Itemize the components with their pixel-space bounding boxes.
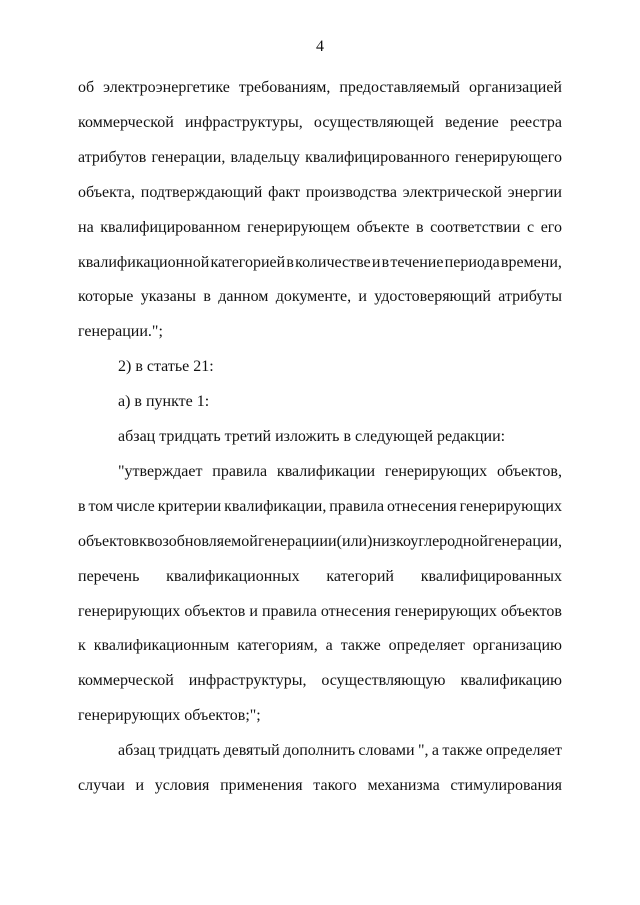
word: тридцать (158, 742, 221, 760)
word: указаны (140, 288, 197, 306)
word: квалифицированном (100, 218, 241, 236)
word: квалифицированных (420, 567, 562, 585)
text-line (78, 285, 562, 309)
word: генерирующего (454, 148, 562, 166)
word: реестра (509, 113, 562, 131)
word: в (78, 497, 86, 515)
word: которые (78, 288, 134, 306)
text-line: 2) в статье 21: (118, 358, 214, 376)
text-line (78, 495, 562, 519)
word: (или) (336, 532, 373, 550)
text-line (78, 76, 562, 100)
word: в (381, 253, 390, 271)
word: инфраструктуры, (188, 672, 307, 690)
word: правила (261, 602, 317, 620)
word: объектов, (496, 462, 562, 480)
text-line (78, 634, 562, 658)
word: перечень (78, 567, 140, 585)
word: производства (305, 183, 397, 201)
word: отнесения (387, 497, 457, 515)
text-line: генерации."; (78, 323, 163, 341)
word: девятый (223, 742, 280, 760)
word: дополнить (283, 742, 355, 760)
word: отнесения (320, 602, 391, 620)
word: инфраструктуры, (184, 113, 303, 131)
text-line (78, 181, 562, 205)
word: возобновляемой (147, 532, 258, 550)
word: и (135, 777, 145, 794)
word: категориям, (237, 637, 318, 655)
word: также (340, 637, 381, 655)
word: коммерческой (78, 672, 174, 690)
word: определяет (485, 742, 562, 760)
word: владельцу (230, 148, 300, 166)
word: объектов (78, 532, 140, 550)
word: осуществляющую (321, 672, 446, 690)
word: а (325, 637, 333, 655)
word: к (139, 532, 147, 550)
word: генерации, (151, 148, 226, 166)
word: генерирующих (459, 497, 562, 515)
word: квалификации, (224, 497, 327, 515)
word: ", (417, 742, 429, 760)
word: квалификационных (166, 567, 300, 585)
text-line (118, 739, 562, 763)
word: с (527, 218, 535, 236)
word: правила (212, 462, 268, 480)
word: "утверждает (118, 462, 203, 480)
word: определяет (388, 637, 465, 655)
word: случаи (78, 777, 125, 794)
word: документе, (275, 288, 352, 306)
text-line: абзац тридцать третий изложить в следующей редакции: (118, 428, 506, 445)
word: предоставляемый (339, 79, 460, 96)
text-line (78, 669, 562, 693)
text-line (118, 460, 562, 484)
text-line (78, 774, 562, 798)
word: критерии (157, 497, 222, 515)
word: соответствии (430, 218, 521, 236)
text-line (78, 565, 562, 589)
word: удостоверяющий (374, 288, 491, 306)
word: об (78, 79, 95, 96)
word: в (415, 218, 424, 236)
word: периода (444, 253, 500, 271)
word: словами (358, 742, 415, 760)
word: объекта, (78, 183, 135, 201)
word: и (249, 602, 258, 620)
word: генерации, (488, 532, 562, 550)
word: ведение (444, 113, 499, 131)
word: в (203, 288, 211, 306)
word: коммерческой (78, 113, 174, 131)
word: механизма (367, 777, 440, 794)
word: генерирующих (78, 602, 181, 620)
word: течение (390, 253, 444, 271)
word: атрибуты (498, 288, 562, 306)
word: организацию (472, 637, 562, 655)
text-line: а) в пункте 1: (118, 393, 210, 411)
word: объектов (500, 602, 562, 620)
word: количестве (295, 253, 371, 271)
word: стимулирования (450, 777, 562, 794)
word: подтверждающий (140, 183, 263, 201)
word: низкоуглеродной (372, 532, 488, 550)
word: требованиям, (238, 79, 331, 96)
word: генерирующих (394, 602, 497, 620)
word: объекте (356, 218, 410, 236)
word: том (88, 497, 114, 515)
word: а (431, 742, 440, 760)
word: квалификационным (93, 637, 230, 655)
text-line (78, 216, 562, 240)
word: генерации (257, 532, 328, 550)
text-line: генерирующих объектов;"; (78, 707, 261, 725)
word: его (540, 218, 562, 236)
text-line (78, 146, 562, 170)
page-number: 4 (316, 38, 324, 55)
word: абзац (118, 742, 156, 760)
word: данном (218, 288, 269, 306)
word: генерирующем (247, 218, 351, 236)
word: в (286, 253, 294, 271)
word: генерирующих (384, 462, 488, 480)
word: такого (313, 777, 357, 794)
word: числе (115, 497, 155, 515)
word: к (78, 637, 86, 655)
word: также (442, 742, 483, 760)
word: квалификацию (460, 672, 562, 690)
word: правила (329, 497, 385, 515)
word: и (328, 532, 337, 550)
word: и (358, 288, 367, 306)
word: факт (268, 183, 301, 201)
word: организацией (468, 79, 562, 96)
text-line (78, 111, 562, 135)
word: квалификации (276, 462, 376, 480)
word: и (371, 253, 381, 271)
text-line (78, 251, 562, 275)
text-line (78, 530, 562, 554)
word: времени, (500, 253, 562, 271)
word: на (78, 218, 94, 236)
word: электрической (402, 183, 502, 201)
word: условия (154, 777, 210, 794)
word: квалифицированного (305, 148, 450, 166)
word: осуществляющей (313, 113, 434, 131)
word: атрибутов (78, 148, 147, 166)
word: категорий (326, 567, 394, 585)
word: объектов (184, 602, 246, 620)
word: энергии (507, 183, 562, 201)
text-line (78, 600, 562, 624)
word: категорией (210, 253, 286, 271)
word: применения (220, 777, 303, 794)
word: электроэнергетике (103, 79, 230, 96)
word: квалификационной (78, 253, 210, 271)
